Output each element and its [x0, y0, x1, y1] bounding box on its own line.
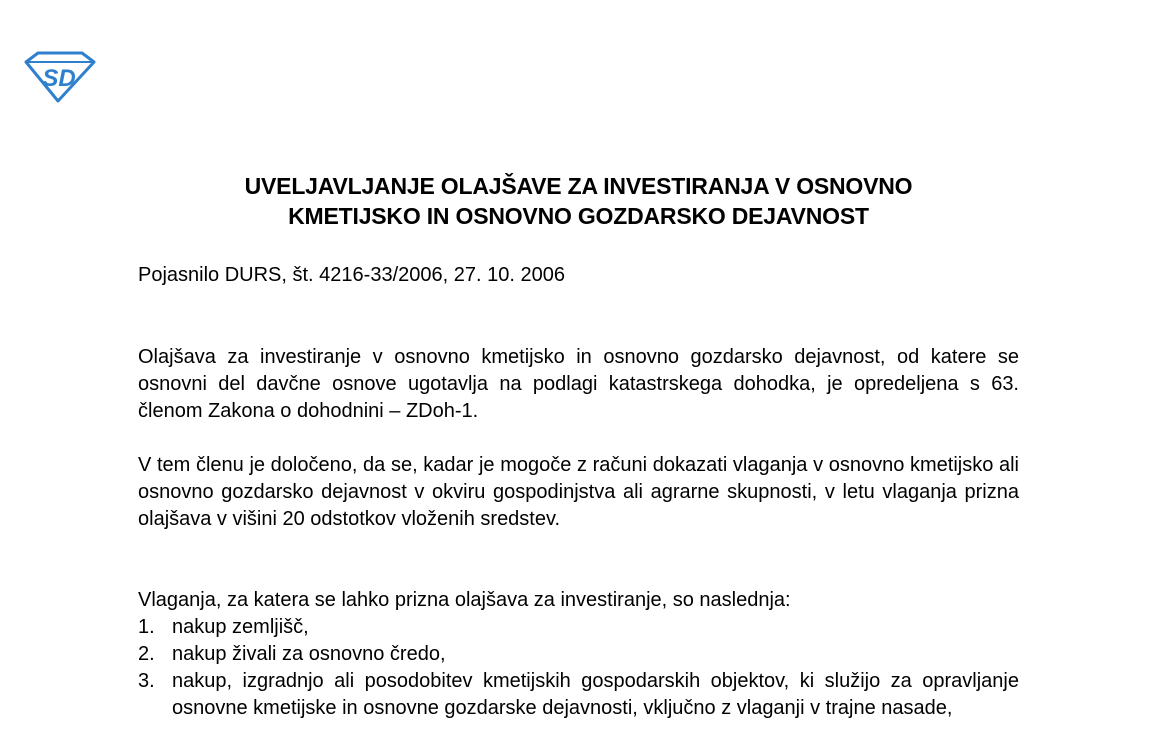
list-item-number: 1.: [138, 616, 155, 638]
paragraph-3: Vlaganja, za katera se lahko prizna olajšava za investiranje, so naslednja:: [138, 589, 791, 611]
document-title: [0, 171, 1157, 231]
paragraph-2: V tem členu je določeno, da se, kadar je mogoče z računi dokazati vlaganja v osnovno kmetijsko ali osnovno gozdarsko dejavnost v okviru gospodinjstva ali agrarne skupnosti, v letu vlaganja prizna olajšava v višini 20 odstotkov vloženih sredstev.: [138, 454, 1019, 530]
list-item-text: nakup, izgradnjo ali posodobitev kmetijskih gospodarskih objektov, ki služijo za opravljanje osnovne kmetijske in osnovne gozdarske dejavnosti, vključno z vlaganji v trajne nasade,: [172, 670, 1019, 719]
logo-letters: SD: [42, 65, 76, 92]
list-item: [138, 668, 1019, 722]
list-item: [138, 614, 1019, 641]
list-item-text: nakup zemljišč,: [172, 616, 309, 638]
list-item: [138, 641, 1019, 668]
company-logo: [22, 50, 96, 104]
title-line-2: KMETIJSKO IN OSNOVNO GOZDARSKO DEJAVNOST: [288, 203, 869, 229]
list-item-number: 2.: [138, 643, 155, 665]
reference-line: Pojasnilo DURS, št. 4216-33/2006, 27. 10. 2006: [138, 264, 565, 286]
investment-list: [138, 614, 1019, 722]
list-item-text: nakup živali za osnovno čredo,: [172, 643, 446, 665]
list-item-number: 3.: [138, 670, 155, 692]
title-line-1: UVELJAVLJANJE OLAJŠAVE ZA INVESTIRANJA V OSNOVNO: [244, 173, 913, 199]
paragraph-1: Olajšava za investiranje v osnovno kmetijsko in osnovno gozdarsko dejavnost, od katere se osnovni del davčne osnove ugotavlja na podlagi katastrskega dohodka, je opredeljena s 63. členom Zakona o dohodnini – ZDoh-1.: [138, 346, 1019, 422]
diamond-logo-icon: [22, 50, 96, 104]
